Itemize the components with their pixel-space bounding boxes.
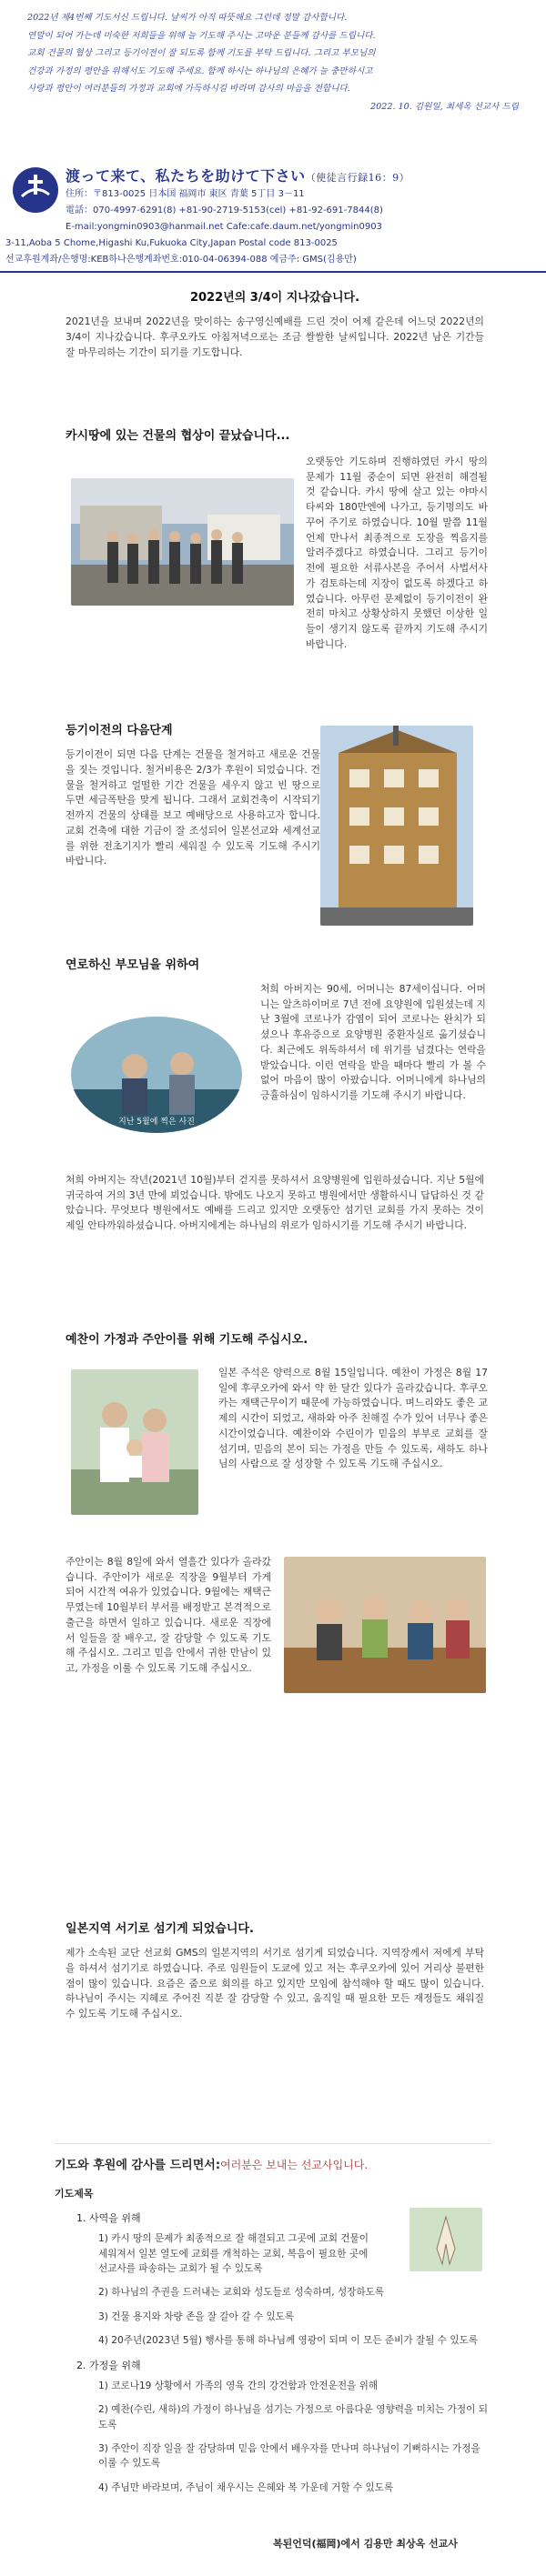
section-body-right: 일본 주석은 양력으로 8월 15일입니다. 예찬이 가정은 8월 17일에 후쿠오카에 와서 약 한 달간 있다가 올라갔습니다. 후쿠오카는 재택근무이기 때문에 가능하였습니다. 며느리와도 좋은 교제의 시간이 되었고, 새하와 아주 친해질 수가 있어 너무나 좋은 시간이었습니다. 예찬이와 수린이가 믿음의 부부로 교회를 잘 섬기며, 믿음의 본이 되는 가정을 만들 수 있도록, 새하도 하나님의 사람으로 잘 성장할 수 있도록 기도해 주십시오. [218,1367,488,1470]
handwritten-note [27,9,519,164]
letterhead-email: E-mail:yongmin0903@hanmail.net Cafe:cafe.daum.net/yongmin0903 [66,222,382,232]
letterhead-title: 渡って来て、私たちを助けて下さい（使徒言行録16：9） [66,167,410,185]
handnote-line: 2022. 10. 김원일, 최세옥 선교사 드림 [370,101,519,112]
handnote-line: 연말이 되어 가는데 미숙한 저희들을 위해 늘 기도해 주시는 고마운 분들께 감사를 드립니다. [27,30,376,41]
signature: 복된언덕(福岡)에서 김용만 최상옥 선교사 [273,2538,458,2550]
handnote-line: 교회 건물의 협상 그리고 등기이전이 잘 되도록 함께 기도를 부탁 드립니다. 그리고 부모님의 [27,48,376,58]
parents-photo [71,1017,242,1133]
prayer-item: 1) 카시 땅의 문제가 최종적으로 잘 해결되고 그곳에 교회 건물이 세워져서 일본 열도에 교회를 개척하는 교회, 복음이 필요한 곳에 선교사를 파송하는 교회가 될 수 있도록 [98,2233,369,2275]
church-building-photo [320,726,473,926]
prayer-title: 기도제목 [55,2188,94,2200]
section-title: 예찬이 가정과 주안이를 위해 기도해 주십시오. [66,1333,308,1347]
section-intro [66,289,484,360]
prayer-item: 3) 주안이 직장 일을 잘 감당하며 믿음 안에서 배우자를 만나며 하나님이 기뻐하시는 가정을 이룰 수 있도록 [98,2442,480,2470]
letterhead-phone: 電話：070-4997-6291(8) +81-90-2719-5153(cel) +81-92-691-7844(8) [66,205,383,216]
prayer-item: 4) 20주년(2023년 5월) 행사를 통해 하나님께 영광이 되며 이 모든 준비가 잘될 수 있도록 [98,2335,479,2347]
prayer-item: 3) 건물 용지와 차량 존을 잘 갈아 갈 수 있도록 [98,2310,295,2322]
praying-hands-icon [410,2208,482,2271]
section-kashi-land [66,427,484,453]
section-title: 등기이전의 다음단계 [66,724,173,737]
letterhead-english-address: 3-11,Aoba 5 Chome,Higashi Ku,Fukuoka City,Japan Postal code 813-0025 [5,238,338,248]
section-body: 등기이전이 되면 다음 단계는 건물을 철거하고 새로운 건물을 짓는 것입니다. 철거비용은 2/3가 후원이 되었습니다. 건물을 철거하고 얼떨한 기간 건물을 세우지 않고 빈 땅으로 두면 세금폭탄을 맞게 됩니다. 그래서 교회건축이 시작되기 전까지 건물의 상태를 보고 예배당으로 사용하고자 합니다. 교회 건축에 대한 기금이 잘 조성되어 일본선교와 세계선교를 위한 전초기지가 빨리 세워질 수 있도록 기도해 주시기 바랍니다. [66,748,320,867]
son-photo [284,1557,486,1693]
section-title: 연로하신 부모님을 위하여 [66,958,200,972]
letterhead [0,160,546,273]
section-title: 일본지역 서기로 섬기게 되었습니다. [66,1922,254,1936]
prayer-item: 1) 코로나19 상황에서 가족의 영육 간의 강건함과 안전운전을 위해 [98,2380,379,2391]
section-parents [66,957,484,982]
handnote-line: 2022년 제4번째 기도서신 드립니다. 날씨가 아직 따뜻해요 그런데 정말 감사합니다. [27,13,348,23]
prayer-group-family: 2. 가정을 위해 [76,2359,141,2371]
prayer-group-ministry: 1. 사역을 위해 [76,2212,141,2225]
section-body: 처희 아버지는 작년(2021년 10월)부터 걷지를 못하셔서 요양병원에 입원하셨습니다. 지난 5월에 귀국하여 거의 3년 만에 뵈었습니다. 밖에도 나오지 못하고 병원에서만 생활하시니 답답하신 것 같았습니다. 무엇보다 병원에서도 예배를 드리고 있지만 오랫동안 섬기던 교회를 가지 못하는 것이 제일 안타까워하셨습니다. 아버지에게는 하나님의 위로가 임하시기를 기도해 주시기 바랍니다. [66,1174,484,1232]
section-registration [66,722,320,869]
closing-section [55,2143,491,2504]
section-family [66,1331,484,1357]
section-title: 카시땅에 있는 건물의 협상이 끝났습니다... [66,429,290,443]
section-title: 2022년의 3/4이 지나갔습니다. [189,291,360,305]
building-photo [71,478,294,606]
letterhead-address: 住所：〒813-0025 日本国 福岡市 東区 青葉 5丁目 3－11 [66,189,305,199]
section-secretary [66,1920,484,2022]
family-photo [71,1369,198,1515]
prayer-item: 2) 예찬(수린, 새하)의 가정이 하나님을 섬기는 가정으로 아름다운 영향력을 미치는 가정이 되도록 [98,2404,488,2431]
section-body: 2021년을 보내며 2022년을 맞이하는 송구영신예배를 드린 것이 어제 같은데 어느덧 2022년의 3/4이 지나갔습니다. 후쿠오카도 아침저녁으로는 조금 쌀쌀한 날씨입니다. 2022년 남은 기간들 잘 마무리하는 기간이 되기를 기도합니다. [66,316,484,358]
section-body-right: 처희 아버지는 90세, 어머니는 87세이십니다. 어머니는 알츠하이머로 7년 전에 요양원에 입원셨는데 지난 3월에 코로나가 감염이 되어 코로나는 완치가 되셨으나 후유증으로 요양병원 중환자실로 옮기셨습니다. 최근에도 위독하셔서 데 위기를 넘겼다는 연락을 받았습니다. 이런 연락을 받을 때마다 빨리 가 볼 수 없어 마음이 많이 아팠습니다. 어머니에게 하나님의 긍휼하심이 임하시기를 기도해 주시기 바랍니다. [260,983,486,1102]
handnote-line: 건강과 가정의 평안을 위해서도 기도해 주세요. 함께 하시는 하나님의 은혜가 늘 충만하시고 [27,65,373,76]
section-body: 제가 소속된 교단 선교회 GMS의 일본지역의 서기로 섬기게 되었습니다. 지역장께서 저에게 부탁을 하셔서 섬기기로 하였습니다. 주로 임원들이 도쿄에 있고 저는 후쿠오카에 있어 거리상 불편한 점이 많이 있습니다. 요즘은 줌으로 회의를 하고 있지만 모임에 참석해야 할 때도 많이 있습니다. 하나님이 주시는 지혜로 주어진 직분 잘 감당할 수 있고, 움직일 때 필요한 모든 재정들도 채워질 수 있도록 기도해 주십시오. [66,1947,484,2020]
closing-title: 기도와 후원에 감사를 드리면서:여러분은 보내는 선교사입니다. [55,2159,369,2172]
prayer-item: 2) 하나님의 주권을 드러내는 교회와 성도들로 성숙하며, 성장하도록 [98,2287,385,2299]
church-logo-icon [13,167,58,213]
handnote-line: 사랑과 평안이 여러분들의 가정과 교회에 가득하시길 바라며 감사의 마음을 전합니다. [27,84,350,94]
prayer-item: 4) 주님만 바라보며, 주님이 채우시는 은혜와 복 가운데 거할 수 있도록 [98,2481,394,2493]
section-body-left: 주안이는 8월 8일에 와서 열흘간 있다가 올라갔습니다. 주안이가 새로운 직장을 9월부터 가게 되어 시간적 여유가 있었습니다. 9월에는 재택근무였는데 10월부터 부서를 배정받고 본격적으로 출근을 하면서 일하고 있습니다. 새로운 직장에서 일들을 잘 배우고, 잘 감당할 수 있도록 기도해 주십시오. 그리고 믿음 안에서 귀한 만남이 있고, 가정을 이룰 수 있도록 기도해 주십시오. [66,1556,271,1675]
photo-caption: 지난 5월에 찍은 사진 [118,1118,195,1127]
letterhead-bank-account: 선교후원계좌/은행명:KEB하나은행계좌번호:010-04-06394-088 예금주: GMS(김용만) [5,255,357,265]
section-body-right: 오랫동안 기도하며 진행하였던 카시 땅의 문제가 11월 중순이 되면 완전히 해결될 것 같습니다. 카시 땅에 살고 있는 야마시타씨와 180만엔에 나가고, 등기명의도 바꾸어 주기로 하였습니다. 10월 말쯤 11월 언제 만나서 최종적으로 도장을 찍음지를 알려주겠다고 하였습니다. 그리고 등기이전에 필요한 서류사본을 주어서 사법서사가 검토하는데 지장이 없도록 하겠다고 하였습니다. 아무런 문제없이 등기이전이 완전히 마치고 상황상하지 못했던 이상한 일들이 생기지 않도록 끝까지 기도해 주시기 바랍니다. [306,456,488,650]
